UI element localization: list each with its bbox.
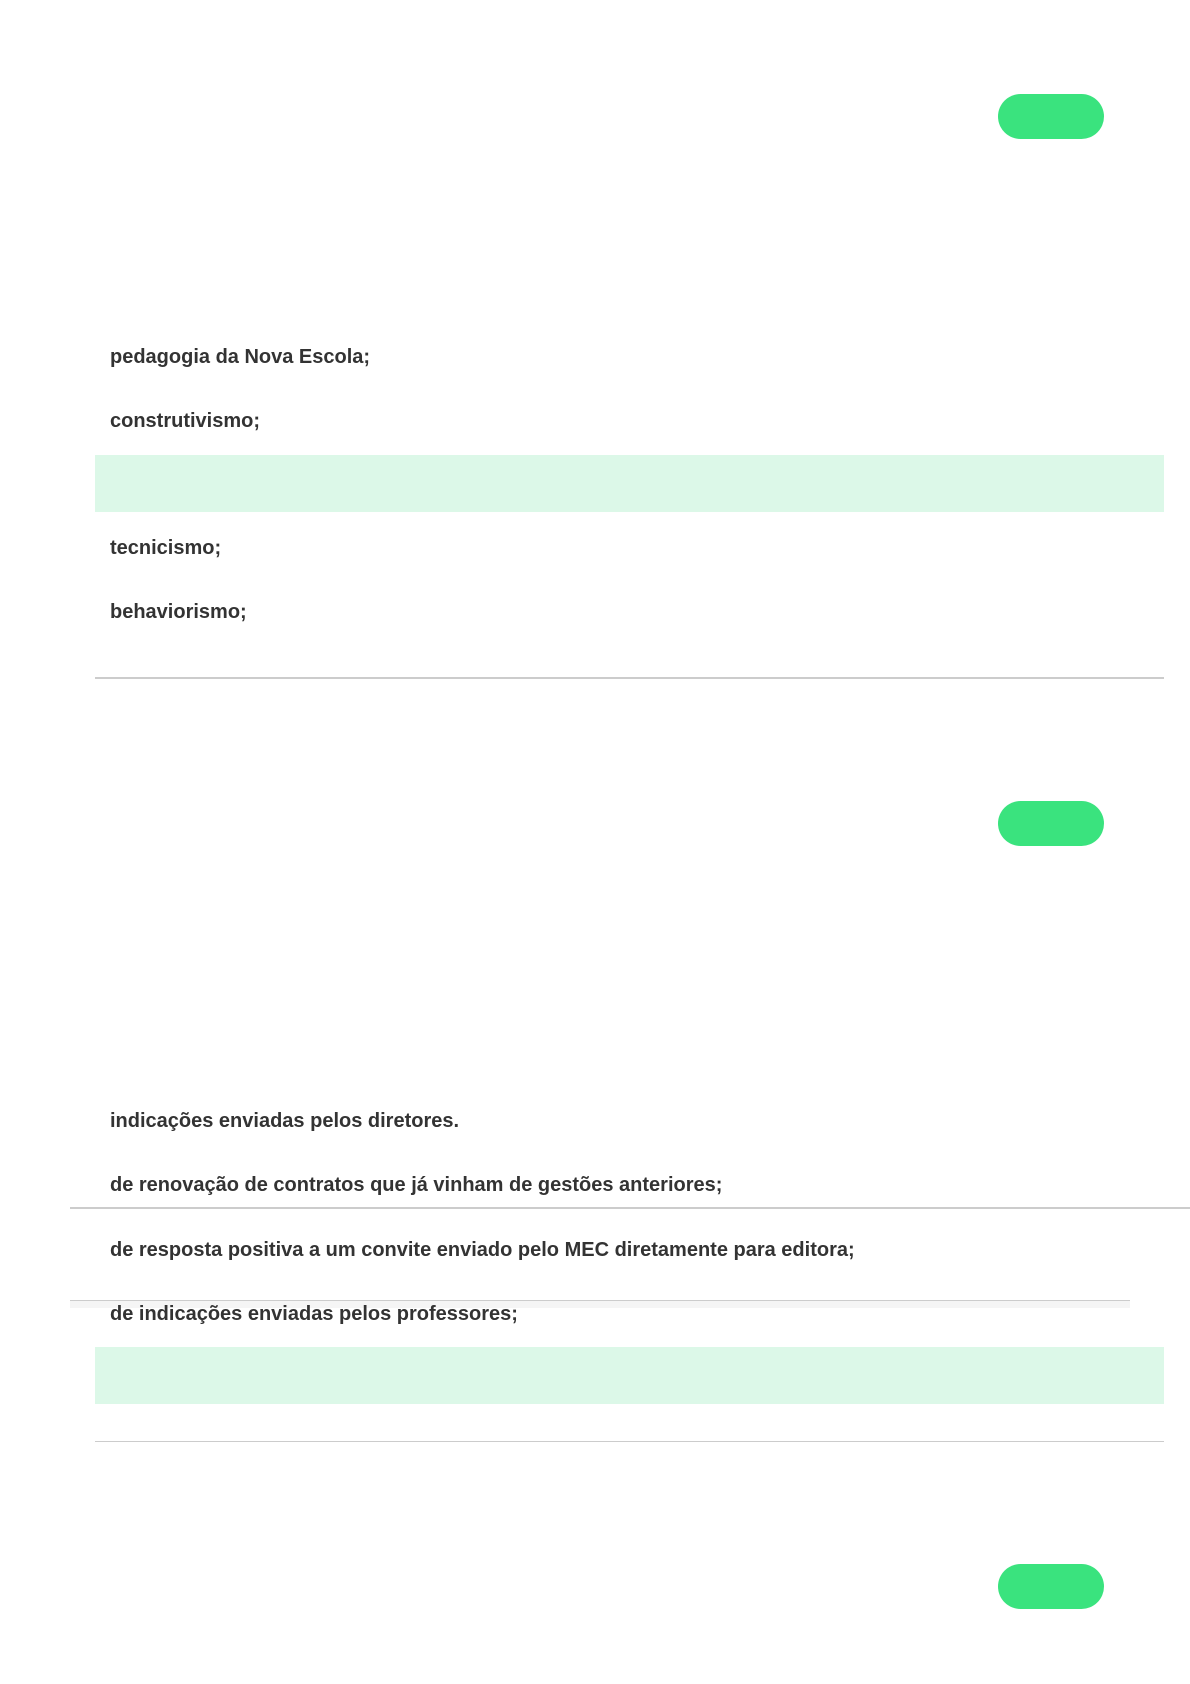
result-badge	[998, 94, 1104, 139]
question-divider	[95, 1441, 1164, 1442]
option-text[interactable]: indicações enviadas pelos diretores.	[110, 1110, 460, 1132]
question-divider	[95, 677, 1164, 679]
option-text[interactable]: construtivismo;	[110, 410, 261, 432]
highlighted-option[interactable]	[95, 455, 1164, 512]
option-text[interactable]: tecnicismo;	[110, 537, 222, 559]
option-text[interactable]: pedagogia da Nova Escola;	[110, 346, 371, 368]
option-text[interactable]: de indicações enviadas pelos professores;	[110, 1303, 518, 1325]
highlighted-option[interactable]	[95, 1347, 1164, 1404]
overlay-divider	[70, 1207, 1190, 1209]
option-text[interactable]: behaviorismo;	[110, 601, 247, 623]
result-badge	[998, 801, 1104, 846]
option-text[interactable]: de resposta positiva a um convite enviado pelo MEC diretamente para editora;	[110, 1239, 855, 1261]
option-text[interactable]: de renovação de contratos que já vinham de gestões anteriores;	[110, 1174, 723, 1196]
result-badge	[998, 1564, 1104, 1609]
overlay-divider	[70, 1300, 1130, 1301]
